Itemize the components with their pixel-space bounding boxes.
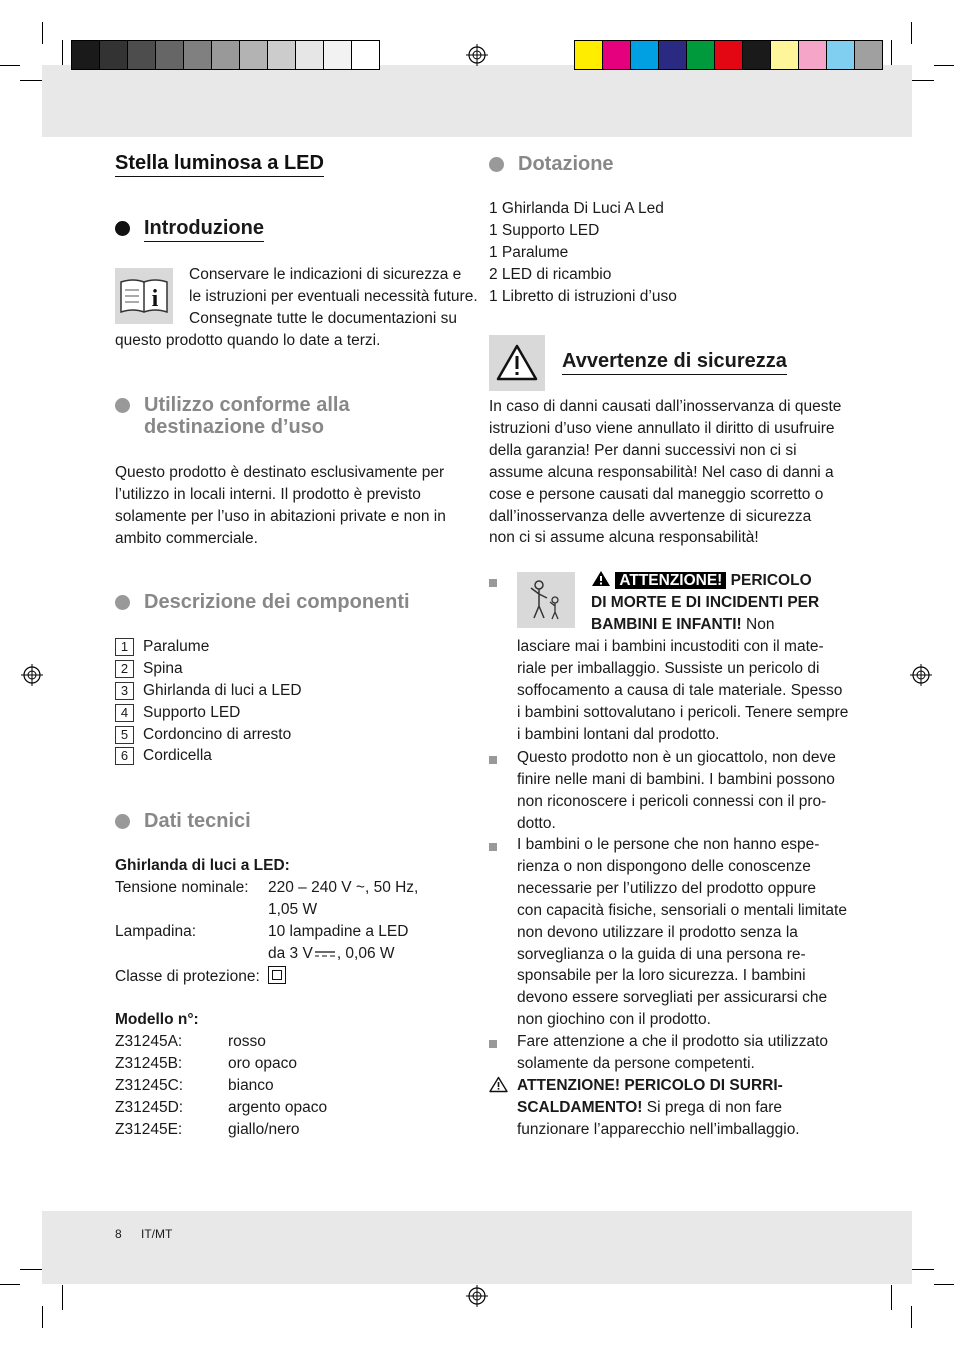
section-dati-tecnici <box>115 810 251 832</box>
color-swatch <box>156 41 184 69</box>
warning-child-heading: ATTENZIONE! PERICOLO DI MORTE E DI INCIDENTI PER BAMBINI E INFANTI! Non <box>591 572 820 633</box>
color-swatch <box>352 41 379 69</box>
footer-band <box>42 1211 912 1284</box>
tensione-value: 220 – 240 V ~, 50 Hz, <box>268 879 419 896</box>
registration-mark-icon <box>910 664 932 686</box>
list-item: 1 Paralume <box>489 243 569 261</box>
model-code: Z31245B: <box>115 1055 183 1072</box>
color-swatch <box>324 41 352 69</box>
bullet-dot-icon <box>489 157 504 172</box>
color-swatch <box>659 41 687 69</box>
page-number: 8 <box>115 1227 122 1241</box>
registration-mark-icon <box>466 44 488 66</box>
warning-child-text: lasciare mai i bambini incustoditi con il mate- riale per imballaggio. Sussiste un pericolo di soffocamento a causa di tale materiale. Spesso i bambini sottovalutano i pericoli. Tenere sempre i bambini lontani dal prodotto. <box>517 638 849 743</box>
lampadina-label: Lampadina: <box>115 923 197 940</box>
color-swatch <box>771 41 799 69</box>
color-swatch <box>827 41 855 69</box>
list-item: 2 LED di ricambio <box>489 265 612 283</box>
classe-label: Classe di protezione: <box>115 968 260 985</box>
warning-triangle-icon <box>489 335 545 391</box>
avvertenze-text: In caso di danni causati dall’inosservanza di queste istruzioni d’uso viene annullato il diritto di usufruire della garanzia! Per danni successivi non ci si assume alcuna responsabilità! Nel caso di danni a cose e persone causati dal maneggio scorretto o dall’inosservanza delle avvertenze di sicurezza non ci si assume alcuna responsabilità! <box>489 398 842 547</box>
color-swatch <box>296 41 324 69</box>
section-heading: Utilizzo conforme alla <box>144 394 350 416</box>
utilizzo-text: Questo prodotto è destinato esclusivamente per l’utilizzo in locali interni. Il prodotto è previsto solamente per l’uso in abitazioni private e non in ambito commerciale. <box>115 464 446 547</box>
list-item: 3 Ghirlanda di luci a LED <box>115 680 302 702</box>
color-swatch <box>631 41 659 69</box>
list-item: 2 Spina <box>115 658 302 680</box>
tensione-label: Tensione nominale: <box>115 879 249 896</box>
list-item: 1 Paralume <box>115 636 302 658</box>
language-code: IT/MT <box>141 1227 173 1241</box>
section-heading: Dati tecnici <box>144 810 251 832</box>
color-swatch <box>715 41 743 69</box>
color-swatch <box>212 41 240 69</box>
page-title: Stella luminosa a LED <box>115 152 324 177</box>
registration-mark-icon <box>466 1285 488 1307</box>
info-book-icon <box>115 268 173 324</box>
color-swatch <box>855 41 882 69</box>
model-code: Z31245E: <box>115 1121 183 1138</box>
list-item: 5 Cordoncino di arresto <box>115 724 302 746</box>
bullet-dot-icon <box>115 221 130 236</box>
warning-triangle-icon <box>591 570 611 587</box>
color-swatch <box>603 41 631 69</box>
registration-mark-icon <box>21 664 43 686</box>
list-bullet-icon <box>489 1040 497 1048</box>
lampadina-value: 10 lampadine a LED <box>268 923 409 940</box>
protection-class-icon <box>268 966 286 984</box>
color-swatch <box>575 41 603 69</box>
section-componenti <box>115 591 410 613</box>
child-warning-icon <box>517 572 575 628</box>
section-heading: Dotazione <box>518 153 614 175</box>
color-swatch <box>268 41 296 69</box>
intro-text: Conservare le indicazioni di sicurezza e le istruzioni per eventuali necessità future. Consegnate tutte le documentazioni su <box>189 266 478 327</box>
lampadina-value-2: da 3 V , 0,06 W <box>268 945 395 962</box>
list-item: 1 Ghirlanda Di Luci A Led <box>489 200 664 217</box>
section-heading: destinazione d’uso <box>144 416 325 438</box>
list-bullet-icon <box>489 843 497 851</box>
warning-toy-text: Questo prodotto non è un giocattolo, non deve finire nelle mani di bambini. I bambini possono non riconoscere i pericoli connessi con il pro- dotto. <box>517 749 836 832</box>
color-swatch <box>72 41 100 69</box>
bullet-dot-icon <box>115 595 130 610</box>
modello-heading: Modello n°: <box>115 1011 199 1028</box>
color-swatch <box>100 41 128 69</box>
list-item: 6 Cordicella <box>115 745 302 767</box>
intro-text-last: questo prodotto quando lo date a terzi. <box>115 332 381 349</box>
dc-symbol-icon <box>314 949 336 959</box>
color-swatch <box>743 41 771 69</box>
color-swatch <box>240 41 268 69</box>
warning-overheat-text: ATTENZIONE! PERICOLO DI SURRI- SCALDAMENTO! Si prega di non fare funzionare l’apparecchio nell’imballaggio. <box>517 1077 800 1138</box>
tensione-value-2: 1,05 W <box>268 901 318 918</box>
list-item: 1 Libretto di istruzioni d’uso <box>489 287 677 305</box>
model-color: oro opaco <box>228 1055 297 1072</box>
svg-text:i: i <box>151 286 159 312</box>
attention-badge: ATTENZIONE! <box>615 572 726 589</box>
dotazione-list <box>489 198 677 308</box>
list-item: 4 Supporto LED <box>115 702 302 724</box>
bullet-dot-icon <box>115 814 130 829</box>
color-swatch <box>687 41 715 69</box>
model-code: Z31245D: <box>115 1099 184 1116</box>
grayscale-bar <box>71 40 380 70</box>
section-heading: Avvertenze di sicurezza <box>562 350 787 375</box>
section-heading: Descrizione dei componenti <box>144 591 410 613</box>
section-heading: Introduzione <box>144 217 264 242</box>
bullet-dot-icon <box>115 398 130 413</box>
model-code: Z31245A: <box>115 1033 183 1050</box>
list-item: 1 Supporto LED <box>489 221 600 239</box>
section-utilizzo <box>115 394 350 438</box>
model-code: Z31245C: <box>115 1077 184 1094</box>
color-swatch <box>184 41 212 69</box>
list-bullet-icon <box>489 579 497 587</box>
components-list <box>115 636 302 767</box>
model-color: rosso <box>228 1033 266 1050</box>
list-bullet-icon <box>489 756 497 764</box>
header-band <box>42 65 912 137</box>
color-swatch <box>799 41 827 69</box>
section-introduzione <box>115 217 264 242</box>
warning-triangle-icon <box>489 1076 508 1093</box>
model-color: bianco <box>228 1077 274 1094</box>
dati-subheading: Ghirlanda di luci a LED: <box>115 857 290 874</box>
model-color: argento opaco <box>228 1099 328 1116</box>
section-dotazione <box>489 153 614 175</box>
warning-persons-text: I bambini o le persone che non hanno espe- rienza o non dispongono delle conoscenze necessarie per l’utilizzo del prodotto oppure con capacità fisiche, sensoriali o mentali limitate non devono utilizzare il prodotto senza la sorveglianza o la guida di una persona re- sponsabile per la loro sicurezza. I bambini devono essere sorvegliati per assicurarsi che non giochino con il prodotto. <box>517 836 847 1029</box>
color-swatch <box>128 41 156 69</box>
model-color: giallo/nero <box>228 1121 300 1138</box>
color-bar <box>574 40 883 70</box>
warning-competent-text: Fare attenzione a che il prodotto sia utilizzato solamente da persone competenti. <box>517 1033 829 1072</box>
